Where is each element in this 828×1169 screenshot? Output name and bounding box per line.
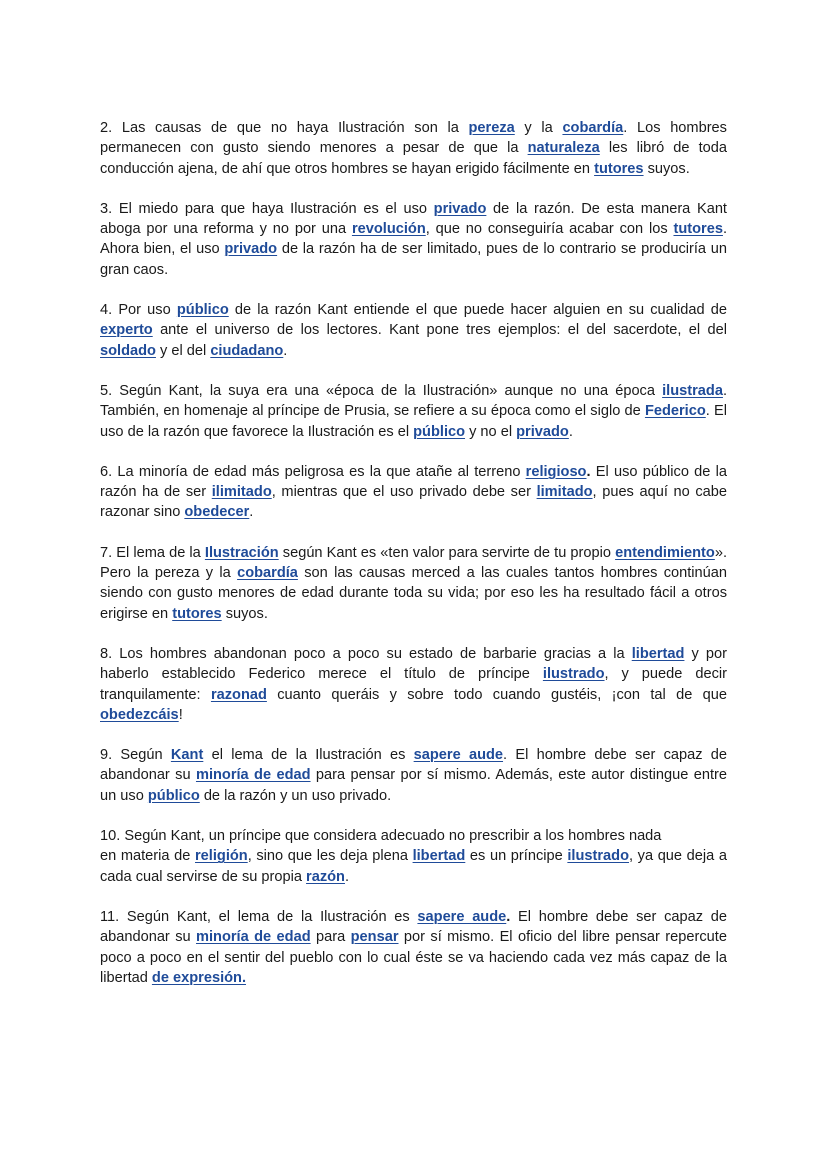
keyword-link[interactable]: experto (100, 322, 153, 339)
body-text: suyos. (643, 160, 690, 177)
answer-paragraph (100, 199, 727, 280)
keyword-link[interactable]: Federico (644, 403, 706, 420)
body-text: . El uso de la razón que favorece la Ilustración es el (100, 403, 727, 440)
body-text: de la razón y un uso privado. (199, 787, 392, 804)
body-text: . (344, 868, 350, 885)
keyword-link[interactable]: religioso (525, 463, 587, 480)
body-text: 9. Según (100, 747, 171, 764)
body-text: para (310, 929, 351, 946)
keyword-link[interactable]: público (176, 302, 229, 319)
body-text: , ya que deja a cada cual servirse de su propia (100, 848, 727, 885)
keyword-link[interactable]: privado (516, 423, 569, 440)
answer-paragraph (100, 543, 727, 624)
keyword-link[interactable]: de expresión. (151, 969, 247, 986)
body-text: de la razón Kant entiende el que puede hacer alguien en su cualidad de (228, 302, 728, 319)
body-text: es un príncipe (465, 848, 568, 865)
answer-paragraph (100, 118, 727, 179)
body-text: según Kant es «ten valor para servirte de tu propio (278, 544, 616, 561)
keyword-link[interactable]: público (413, 423, 466, 440)
body-text: , que no conseguiría acabar con los (425, 221, 674, 238)
body-text: . Ahora bien, el uso (100, 221, 727, 258)
keyword-link[interactable]: privado (433, 200, 487, 217)
answer-paragraph (100, 462, 727, 523)
keyword-link[interactable]: razonad (210, 686, 267, 703)
keyword-link[interactable]: pereza (468, 120, 515, 136)
body-text: el lema de la Ilustración es (203, 747, 414, 764)
keyword-link[interactable]: tutores (594, 160, 644, 177)
body-text: para pensar por sí mismo. Además, este autor distingue entre un uso (100, 767, 727, 804)
body-text: por sí mismo. El oficio del libre pensar repercute poco a poco en el sentir del pueblo con lo cual éste se va haciendo cada vez más capaz de la libertad (100, 929, 727, 986)
keyword-link[interactable]: cobardía (237, 565, 298, 582)
body-text: . (249, 504, 254, 521)
body-text: 3. El miedo para que haya Ilustración es el uso (100, 200, 434, 217)
body-text: son las causas merced a las cuales tantos hombres continúan siendo con gusto menores de edad durante toda su vida; por eso les ha resultado fácil a otros erigirse en (100, 565, 727, 622)
body-text: 4. Por uso (100, 302, 177, 319)
body-text: ». Pero la pereza y la (100, 544, 727, 582)
body-text: de la razón. De esta manera Kant aboga por una reforma y no por una (100, 200, 727, 238)
keyword-link[interactable]: obedezcáis (100, 706, 179, 723)
body-text: . El hombre debe ser capaz de abandonar su (100, 747, 727, 784)
bold-text: . (586, 463, 591, 480)
keyword-link[interactable]: sapere aude (417, 908, 507, 925)
body-text: . (283, 342, 288, 359)
body-text: y la (514, 120, 563, 136)
body-text: ante el universo de los lectores. Kant pone tres ejemplos: el del sacerdote, el del (152, 322, 727, 339)
body-text: 11. Según Kant, el lema de la Ilustración es (100, 908, 418, 925)
body-text: 5. Según Kant, la suya era una «época de la Ilustración» aunque no una época (100, 382, 663, 399)
body-text: El hombre debe ser capaz de abandonar su (100, 908, 727, 946)
keyword-link[interactable]: sapere aude (413, 747, 504, 764)
keyword-link[interactable]: libertad (412, 848, 466, 865)
keyword-link[interactable]: pensar (350, 929, 399, 946)
body-text: . También, en homenaje al príncipe de Prusia, se refiere a su época como el siglo de (100, 382, 727, 420)
keyword-link[interactable]: tutores (172, 605, 222, 622)
keyword-link[interactable]: Kant (170, 747, 204, 764)
keyword-link[interactable]: naturaleza (527, 140, 600, 157)
body-text: 2. Las causas de que no haya Ilustración son la (100, 120, 469, 136)
body-text: y no el (465, 423, 517, 440)
body-text: cuanto queráis y sobre todo cuando gustéis, ¡con tal de que (266, 686, 728, 703)
body-text: , pues aquí no cabe razonar sino (100, 484, 728, 521)
keyword-link[interactable]: Ilustración (204, 544, 279, 561)
keyword-link[interactable]: razón (306, 868, 345, 885)
body-text: y por haberlo establecido Federico merece el título de príncipe (100, 645, 728, 683)
answer-paragraph (100, 644, 727, 725)
keyword-link[interactable]: cobardía (562, 120, 624, 136)
body-text: . Los hombres permanecen con gusto siendo menores a pesar de que la (100, 120, 727, 157)
document-page (100, 118, 727, 1008)
body-text: de la razón ha de ser limitado, pues de lo contrario se produciría un gran caos. (100, 241, 728, 278)
bold-text: . (506, 908, 511, 925)
keyword-link[interactable]: obedecer (184, 504, 250, 521)
keyword-link[interactable]: religión (195, 848, 248, 865)
body-text: 10. Según Kant, un príncipe que considera adecuado no prescribir a los hombres nada (100, 828, 662, 845)
answer-paragraph (100, 381, 727, 442)
keyword-link[interactable]: ciudadano (210, 342, 284, 359)
keyword-link[interactable]: ilustrado (567, 848, 629, 865)
body-text: , sino que les deja plena (247, 848, 413, 865)
keyword-link[interactable]: ilustrada (662, 382, 723, 399)
body-text: 6. La minoría de edad más peligrosa es la que atañe al terreno (100, 463, 526, 480)
keyword-link[interactable]: privado (224, 241, 278, 258)
keyword-link[interactable]: minoría de edad (195, 767, 311, 784)
keyword-link[interactable]: minoría de edad (196, 929, 311, 946)
keyword-link[interactable]: limitado (536, 484, 593, 501)
body-text: 8. Los hombres abandonan poco a poco su estado de barbarie gracias a la (100, 645, 632, 662)
body-text: les libró de toda conducción ajena, de ahí que otros hombres se hayan erigido fácilmente en (100, 140, 728, 177)
keyword-link[interactable]: ilustrado (542, 666, 605, 683)
keyword-link[interactable]: tutores (673, 221, 723, 238)
body-text: y el del (155, 342, 211, 359)
body-text: 7. El lema de la (100, 544, 205, 561)
body-text: ! (178, 706, 183, 723)
keyword-link[interactable]: ilimitado (211, 484, 272, 501)
body-text: suyos. (221, 605, 268, 622)
keyword-link[interactable]: entendimiento (615, 544, 715, 561)
answer-paragraph (100, 745, 727, 806)
body-text: , mientras que el uso privado debe ser (271, 484, 537, 501)
answer-paragraph (100, 826, 727, 887)
answer-paragraph (100, 907, 727, 988)
body-text: , y puede decir tranquilamente: (100, 666, 727, 703)
keyword-link[interactable]: revolución (351, 221, 426, 238)
answer-paragraph (100, 300, 727, 361)
body-text: . (568, 423, 573, 440)
body-text: en materia de (100, 848, 195, 865)
keyword-link[interactable]: libertad (631, 645, 685, 662)
keyword-link[interactable]: público (147, 787, 200, 804)
keyword-link[interactable]: soldado (100, 342, 156, 359)
body-text: El uso público de la razón ha de ser (100, 463, 727, 501)
